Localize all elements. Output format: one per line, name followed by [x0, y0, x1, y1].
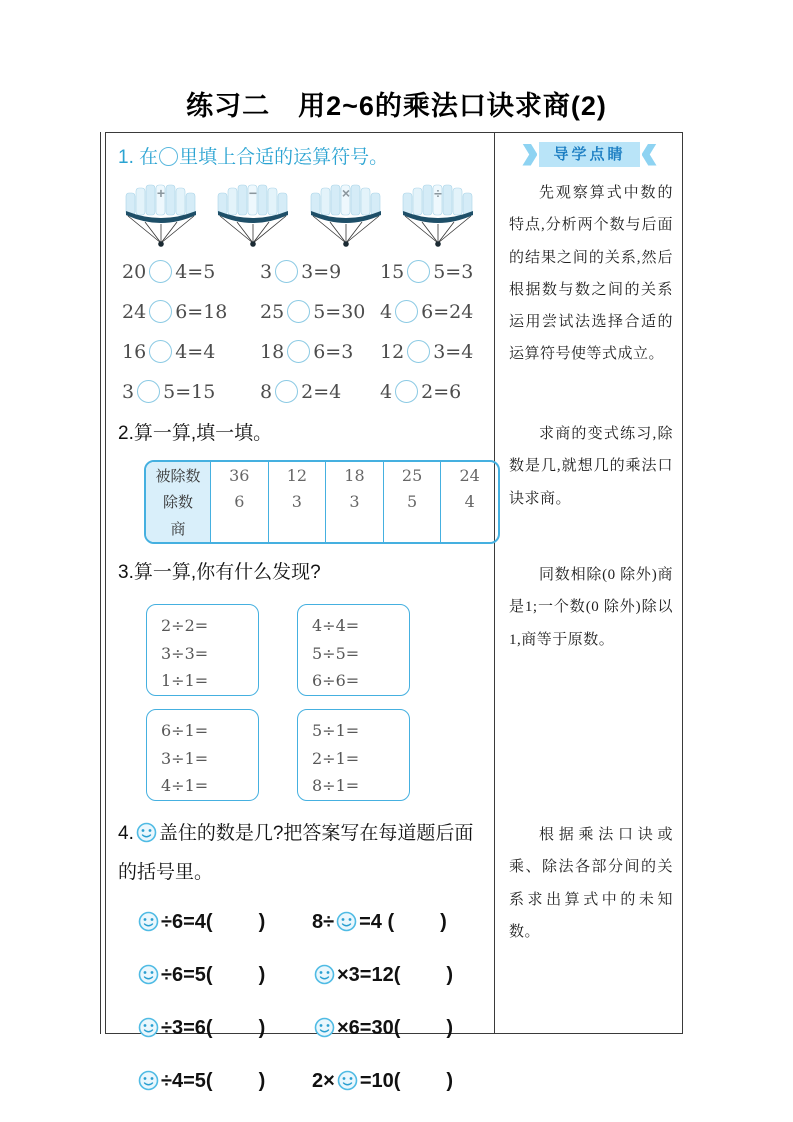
- equation-box: 5÷1= 2÷1= 8÷1=: [297, 709, 410, 801]
- answer-circle[interactable]: [149, 260, 172, 283]
- equation: 12 3=4: [380, 341, 474, 364]
- operator-circle-icon: [159, 147, 178, 166]
- equation: ×3=12( ): [312, 958, 486, 987]
- answer-parentheses[interactable]: ( ): [205, 911, 268, 934]
- parachute-illustrations: [120, 181, 480, 248]
- equation: ÷4=5( ): [136, 1064, 312, 1093]
- equation: 8÷ =4 ( ): [312, 911, 449, 934]
- table-column: 12 3: [269, 462, 327, 542]
- equation: 20 4=5: [122, 261, 216, 284]
- worksheet-frame: [105, 132, 683, 1093]
- question-2-number: 2.: [118, 423, 134, 445]
- svg-text:÷: ÷: [434, 185, 442, 202]
- question-3-boxes: [146, 604, 486, 801]
- parachute-divide-icon: [397, 181, 480, 248]
- equation-box: 2÷2= 3÷3= 1÷1=: [146, 604, 259, 696]
- question-1-number: 1.: [118, 147, 134, 168]
- equation: 2× =10( ): [312, 1070, 456, 1093]
- answer-circle[interactable]: [275, 260, 298, 283]
- quotient-blank[interactable]: [326, 515, 383, 542]
- answer-parentheses[interactable]: ( ): [205, 1070, 268, 1093]
- table-header-column: [146, 462, 211, 542]
- smiley-face-icon: [314, 1017, 335, 1038]
- quotient-blank[interactable]: [211, 515, 268, 542]
- answer-circle[interactable]: [395, 300, 418, 323]
- smiley-face-icon: [138, 1070, 159, 1091]
- banner-left-chevron-icon: [522, 144, 537, 166]
- guidance-note-3: 同数相除(0 除外)商是1;一个数(0 除外)除以 1,商等于原数。: [509, 567, 673, 648]
- equation-box: 4÷4= 5÷5= 6÷6=: [297, 604, 410, 696]
- guidance-note-1: 先观察算式中数的特点,分析两个数与后面的结果之间的关系,然后根据数与数之间的关系运用尝试法选择合适的运算符号使等式成立。: [509, 185, 673, 363]
- question-1-equations: [122, 260, 486, 403]
- question-2-prompt: 2.算一算,填一填。: [118, 423, 273, 445]
- header-divisor: 除数: [162, 495, 193, 512]
- quotient-blank[interactable]: [269, 515, 326, 542]
- question-1-text-post: 里填上合适的运算符号。: [179, 147, 389, 168]
- equation: 24 6=18: [122, 301, 228, 324]
- table-column: 18 3: [326, 462, 384, 542]
- equation: 8 2=4: [260, 381, 342, 404]
- answer-parentheses[interactable]: ( ): [393, 964, 456, 987]
- equation: ×6=30( ): [312, 1011, 486, 1040]
- answer-circle[interactable]: [395, 380, 418, 403]
- parachute-plus-icon: [120, 181, 203, 248]
- table-column: 36 6: [211, 462, 269, 542]
- answer-circle[interactable]: [407, 260, 430, 283]
- equation: 18 6=3: [260, 341, 354, 364]
- table-column: 24 4: [441, 462, 498, 542]
- answer-parentheses[interactable]: ( ): [393, 1017, 456, 1040]
- answer-circle[interactable]: [149, 300, 172, 323]
- smiley-face-icon: [138, 911, 159, 932]
- header-dividend: 被除数: [155, 468, 201, 485]
- header-quotient: 商: [170, 521, 186, 538]
- question-4-equations: [136, 905, 486, 1093]
- equation: 16 4=4: [122, 341, 216, 364]
- answer-circle[interactable]: [287, 340, 310, 363]
- parachute-multiply-icon: [305, 181, 388, 248]
- smiley-face-icon: [138, 964, 159, 985]
- smiley-face-icon: [314, 964, 335, 985]
- table-column: 25 5: [384, 462, 442, 542]
- worksheet-main-column: [106, 133, 495, 1093]
- smiley-face-icon: [136, 822, 157, 843]
- equation: 4 2=6: [380, 381, 462, 404]
- parachute-minus-icon: [212, 181, 295, 248]
- equation: 25 5=30: [260, 301, 366, 324]
- answer-circle[interactable]: [407, 340, 430, 363]
- answer-parentheses[interactable]: ( ): [205, 964, 268, 987]
- equation: 3 3=9: [260, 261, 342, 284]
- equation: ÷6=4( ): [136, 905, 312, 934]
- question-3-prompt: 3.算一算,你有什么发现?: [118, 561, 321, 583]
- answer-circle[interactable]: [137, 380, 160, 403]
- smiley-face-icon: [337, 1070, 358, 1091]
- equation: 3 5=15: [122, 381, 216, 404]
- svg-text:×: ×: [341, 185, 350, 202]
- equation: ÷3=6( ): [136, 1011, 312, 1040]
- answer-parentheses[interactable]: ( ): [393, 1070, 456, 1093]
- quotient-blank[interactable]: [441, 515, 498, 542]
- equation: 15 5=3: [380, 261, 474, 284]
- answer-circle[interactable]: [149, 340, 172, 363]
- answer-parentheses[interactable]: ( ): [387, 911, 449, 934]
- page-title: 练习二 用2~6的乘法口诀求商(2): [186, 91, 607, 121]
- equation: ÷6=5( ): [136, 958, 312, 987]
- svg-text:+: +: [156, 185, 166, 202]
- guidance-note-2: 求商的变式练习,除数是几,就想几的乘法口诀求商。: [509, 426, 673, 507]
- answer-circle[interactable]: [287, 300, 310, 323]
- svg-text:−: −: [249, 185, 258, 202]
- banner-right-chevron-icon: [642, 144, 657, 166]
- question-4-prompt: 4. 盖住的数是几?把答案写在每道题后面的括号里。: [118, 823, 474, 884]
- question-1-prompt: [118, 143, 486, 173]
- answer-parentheses[interactable]: ( ): [205, 1017, 268, 1040]
- question-1-text-pre: 在: [139, 147, 159, 168]
- guidance-banner: [505, 142, 674, 167]
- question-3-number: 3.: [118, 561, 134, 583]
- guidance-note-4: 根据乘法口诀或乘、除法各部分间的关系求出算式中的未知数。: [509, 827, 673, 940]
- division-table: [144, 460, 500, 544]
- equation: 4 6=24: [380, 301, 474, 324]
- question-4-number: 4.: [118, 823, 134, 845]
- equation-box: 6÷1= 3÷1= 4÷1=: [146, 709, 259, 801]
- guidance-banner-title: 导学点睛: [539, 142, 639, 167]
- guidance-sidebar: [495, 133, 682, 1033]
- smiley-face-icon: [336, 911, 357, 932]
- answer-circle[interactable]: [275, 380, 298, 403]
- quotient-blank[interactable]: [384, 515, 441, 542]
- smiley-face-icon: [138, 1017, 159, 1038]
